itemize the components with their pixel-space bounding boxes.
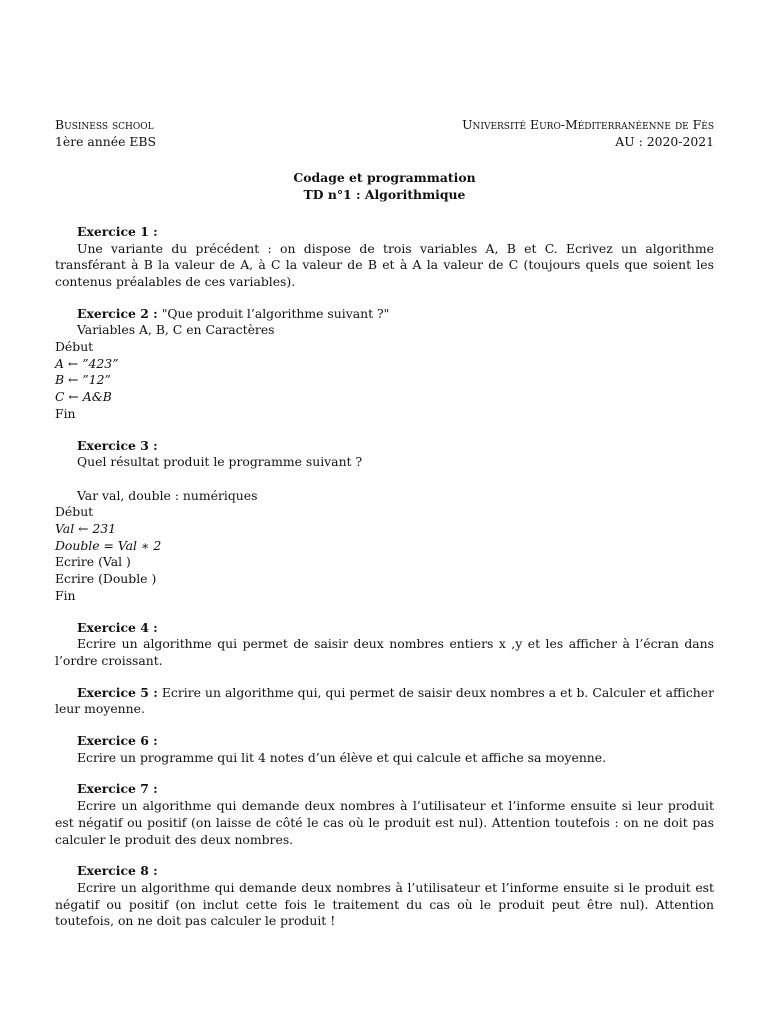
- exercise-8-label: Exercice 8 :: [77, 863, 158, 879]
- exercise-3-line-4: Ecrire (Double ): [55, 571, 157, 587]
- school-name: Business school: [55, 117, 154, 132]
- title-block: [55, 170, 714, 203]
- exercise-3-label: Exercice 3 :: [77, 437, 158, 453]
- exercise-2-decl: Variables A, B, C en Caractères: [77, 322, 275, 338]
- exercise-3-line-1: Val ← 231: [55, 521, 117, 537]
- exercise-2-fin: Fin: [55, 405, 76, 421]
- exercise-8-text: Ecrire un algorithme qui demande deux nombres à l’utilisateur et l’informe ensuite si le produit est négatif ou positif (on inclut cette fois le traitement du cas où le produit peut être nul). Attention toutefois, on ne doit pas calculer le produit !: [55, 880, 714, 929]
- document-subtitle: TD n°1 : Algorithmique: [303, 187, 466, 203]
- exercise-2: [55, 306, 714, 423]
- university-name: Université Euro-Méditerranéenne de Fès: [462, 117, 714, 132]
- exercise-1-text: Une variante du précédent : on dispose de trois variables A, B et C. Ecrivez un algorithme transférant à B la valeur de A, à C la valeur de B et à A la valeur de C (toujours quels que soient les contenus préalables de ces variables).: [55, 240, 714, 289]
- exercise-5: [55, 685, 714, 718]
- header-row-2: [55, 134, 714, 151]
- exercise-7-text: Ecrire un algorithme qui demande deux nombres à l’utilisateur et l’informe ensuite si leur produit est négatif ou positif (on laisse de côté le cas où le produit est nul). Attention toutefois : on ne doit pas calculer le produit des deux nombres.: [55, 798, 714, 847]
- exercise-3: [55, 438, 714, 605]
- exercise-3-fin: Fin: [55, 587, 76, 603]
- exercise-1-label: Exercice 1 :: [77, 223, 158, 239]
- exercise-3-line-2: Double = Val ∗ 2: [55, 537, 162, 553]
- exercise-7-label: Exercice 7 :: [77, 781, 158, 797]
- exercise-8: [55, 863, 714, 930]
- year-level: 1ère année EBS: [55, 133, 157, 149]
- exercise-2-debut: Début: [55, 339, 94, 355]
- exercise-6-text: Ecrire un programme qui lit 4 notes d’un élève et qui calcule et affiche sa moyenne.: [77, 749, 607, 765]
- document-page: [55, 117, 714, 930]
- exercise-4-text: Ecrire un algorithme qui permet de saisir deux nombres entiers x ,y et les afficher à l’écran dans l’ordre croissant.: [55, 636, 714, 668]
- exercise-1: [55, 224, 714, 291]
- exercise-4: [55, 620, 714, 670]
- exercise-3-line-3: Ecrire (Val ): [55, 554, 131, 570]
- exercise-4-label: Exercice 4 :: [77, 619, 158, 635]
- header-row-1: [55, 117, 714, 134]
- exercise-3-decl: Var val, double : numériques: [77, 487, 258, 503]
- exercise-2-question: "Que produit l’algorithme suivant ?": [161, 305, 390, 321]
- exercise-7: [55, 781, 714, 848]
- document-title: Codage et programmation: [293, 170, 476, 186]
- exercise-3-question: Quel résultat produit le programme suivant ?: [77, 454, 363, 470]
- exercise-2-line-3: C ← A&B: [55, 389, 112, 405]
- exercise-2-line-1: A ← ”423”: [55, 355, 119, 371]
- exercise-3-debut: Début: [55, 504, 94, 520]
- exercise-6-label: Exercice 6 :: [77, 733, 158, 749]
- exercise-2-line-2: B ← ”12”: [55, 372, 111, 388]
- exercise-6: [55, 733, 714, 766]
- academic-year: AU : 2020-2021: [615, 133, 714, 149]
- exercise-5-label: Exercice 5 :: [77, 684, 158, 700]
- exercise-2-label: Exercice 2 :: [77, 305, 158, 321]
- exercise-5-text: Ecrire un algorithme qui, qui permet de saisir deux nombres a et b. Calculer et afficher leur moyenne.: [55, 684, 714, 717]
